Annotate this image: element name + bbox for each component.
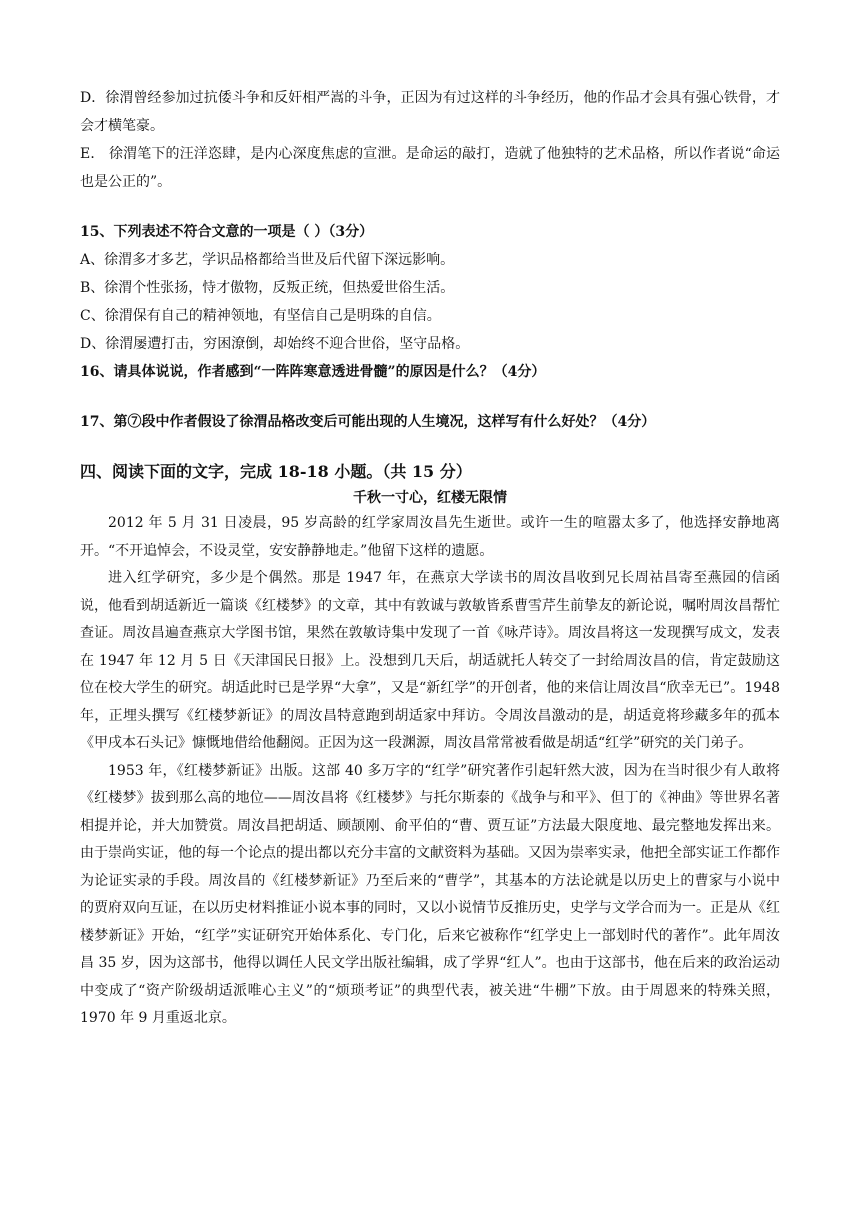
option-e: E． 徐渭笔下的汪洋恣肆，是内心深度焦虑的宣泄。是命运的敲打，造就了他独特的艺术品格，所以作者说“命运也是公正的”。 [80,146,780,190]
article-paragraph-3: 1953 年，《红楼梦新证》出版。这部 40 多万字的“红学”研究著作引起轩然大波，因为在当时很少有人敢将《红楼梦》拔到那么高的地位——周汝昌将《红楼梦》与托尔斯泰的《战争与和平》、但丁的《神曲》等世界名著相提并论，并大加赞赏。周汝昌把胡适、顾颉刚、俞平伯的“曹、贾互证”方法最大限度地、最完整地发挥出来。由于崇尚实证，他的每一个论点的提出都以充分丰富的文献资料为基础。又因为崇率实录，他把全部实证工作都作为论证实录的手段。周汝昌的《红楼梦新证》乃至后来的“曹学”，其基本的方法论就是以历史上的曹家与小说中的贾府双向互证，在以历史材料推证小说本事的同时，又以小说情节反推历史，史学与文学合而为一。正是从《红楼梦新证》开始，“红学”实证研究开始体系化、专门化，后来它被称作“红学史上一部划时代的著作”。此年周汝昌 35 岁，因为这部书，他得以调任人民文学出版社编辑，成了学界“红人”。也由于这部书，他在后来的政治运动中变成了“资产阶级胡适派唯心主义”的“烦琐考证”的典型代表，被关进“牛棚”下放。由于周恩来的特殊关照，1970 年 9 月重返北京。 [80,762,780,1026]
question-15-option-a: A、徐渭多才多艺，学识品格都给当世及后代留下深远影响。 [80,252,455,268]
question-15-stem: 15、下列表述不符合文意的一项是（ ）（3分） [80,224,374,240]
section-4 [80,458,780,1033]
question-14-options [80,84,780,196]
question-17-stem: 17、第⑦段中作者假设了徐渭品格改变后可能出现的人生境况，这样写有什么好处？（4分） [80,414,656,430]
question-15-option-d: D、徐渭屡遭打击，穷困潦倒，却始终不迎合世俗，坚守品格。 [80,336,470,352]
section-4-heading: 四、阅读下面的文字，完成 18-18 小题。（共 15 分） [80,462,472,481]
article-paragraph-2: 进入红学研究，多少是个偶然。那是 1947 年，在燕京大学读书的周汝昌收到兄长周祜昌寄至燕园的信函说，他看到胡适新近一篇谈《红楼梦》的文章，其中有敦诚与敦敏皆系曹雪芹生前挚友的新论说，嘱咐周汝昌帮忙查证。周汝昌遍查燕京大学图书馆，果然在敦敏诗集中发现了一首《咏芹诗》。周汝昌将这一发现撰写成文，发表在 1947 年 12 月 5 日《天津国民日报》上。没想到几天后，胡适就托人转交了一封给周汝昌的信，肯定鼓励这位在校大学生的研究。胡适此时已是学界“大拿”，又是“新红学”的开创者，他的来信让周汝昌“欣幸无已”。1948 年，正埋头撰写《红楼梦新证》的周汝昌特意跑到胡适家中拜访。令周汝昌激动的是，胡适竟将珍藏多年的孤本《甲戌本石头记》慷慨地借给他翻阅。正因为这一段渊源，周汝昌常常被看做是胡适“红学”研究的关门弟子。 [80,570,780,751]
question-15 [80,218,780,358]
article-paragraph-1: 2012 年 5 月 31 日凌晨，95 岁高龄的红学家周汝昌先生逝世。或许一生的喧嚣太多了，他选择安静地离开。“不开追悼会，不设灵堂，安安静静地走。”他留下这样的遗愿。 [80,515,780,559]
question-15-option-b: B、徐渭个性张扬，恃才傲物，反叛正统，但热爱世俗生活。 [80,280,455,296]
article-title: 千秋一寸心，红楼无限情 [353,490,507,506]
question-15-option-c: C、徐渭保有自己的精神领地，有坚信自己是明珠的自信。 [80,308,441,324]
question-17 [80,408,780,436]
question-16 [80,358,780,386]
exam-page [80,84,780,1033]
option-d: D．徐渭曾经参加过抗倭斗争和反奸相严嵩的斗争，正因为有过这样的斗争经历，他的作品才会具有强心铁骨，才会才横笔豪。 [80,90,780,134]
question-16-stem: 16、请具体说说，作者感到“一阵阵寒意透进骨髓”的原因是什么？（4分） [80,364,546,380]
